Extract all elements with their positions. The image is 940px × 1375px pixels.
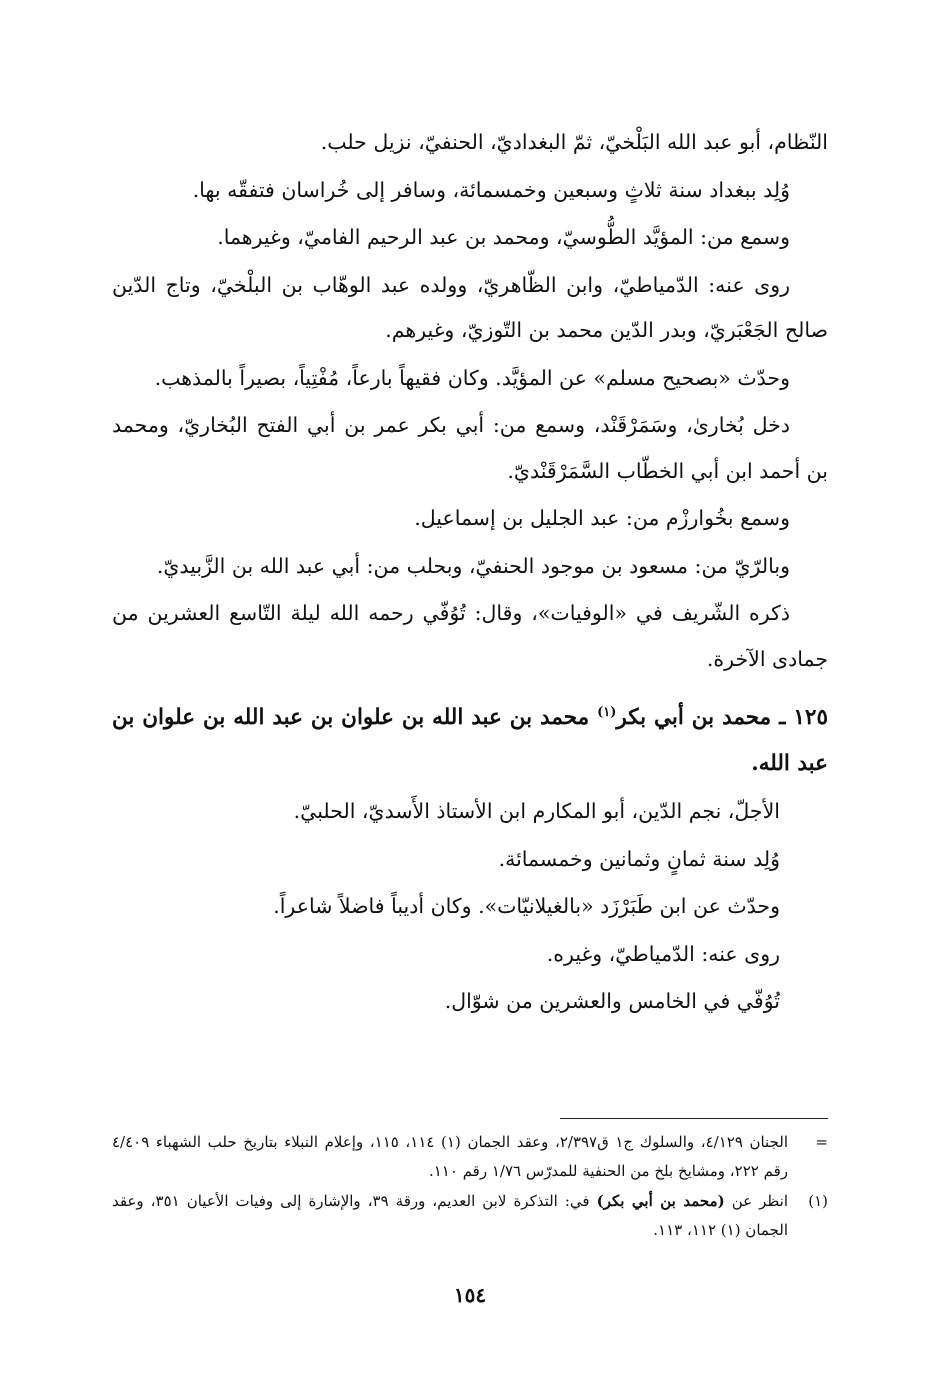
footnote-subject: (محمد بن أبي بكر): [596, 1192, 725, 1210]
entry-line: تُوُفّي في الخامس والعشرين من شوّال.: [444, 989, 780, 1014]
footnote-divider: [560, 1118, 828, 1119]
paragraph: وسمع بخُوارزْم من: عبد الجليل بن إسماعيل.: [414, 506, 790, 530]
page-number: ١٥٤: [453, 1283, 487, 1307]
entry-line: وُلِد سنة ثمانٍ وثمانين وخمسمائة.: [498, 846, 780, 871]
paragraph: وسمع من: المؤيَّد الطُّوسيّ، ومحمد بن عبد الرحيم الفاميّ، وغيرهما.: [217, 225, 790, 249]
entry-heading-title: ١٢٥ ـ محمد بن أبي بكر: [616, 705, 828, 731]
entry-heading: [112, 690, 828, 787]
entry-line: الأجلّ، نجم الدّين، أبو المكارم ابن الأستاذ الأَسديّ، الحلبيّ.: [293, 799, 780, 824]
paragraph: وُلِد ببغداد سنة ثلاثٍ وسبعين وخمسمائة، وسافر إلى خُراسان فتفقّه بها.: [192, 177, 790, 202]
footnote-mark: (١): [808, 1192, 828, 1210]
footnote-text: الجنان ٤/١٢٩، والسلوك ج١ ق٢/٣٩٧، وعقد الجمان (١) ١١٤، ١١٥، وإعلام النبلاء بتاريخ حلب الشهباء ٤/٤٠٩ رقم ٢٢٢، ومشايخ بلخ من الحنفية للمدرّس ١/٧٦ رقم ١١٠.: [112, 1133, 789, 1180]
paragraph: وبالرّيّ من: مسعود بن موجود الحنفيّ، وبحلب من: أبي عبد الله بن الزَّبيديّ.: [156, 553, 790, 578]
entry-line: وحدّث عن ابن طَبَرْزَد «بالغيلانيّات». وكان أديباً فاضلاً شاعراً.: [273, 894, 780, 919]
entry-heading-lineage: محمد بن عبد الله بن علوان بن عبد الله بن علوان بن عبد الله.: [112, 705, 828, 777]
footnote-1: [112, 1187, 828, 1245]
footnote-prefix: انظر عن: [724, 1192, 789, 1210]
paragraph: وحدّث «بصحيح مسلم» عن المؤيَّد. وكان فقيهاً بارعاً، مُفْتِياً، بصيراً بالمذهب.: [154, 365, 790, 390]
footnote-reference: (١): [597, 705, 617, 720]
entry-line: روى عنه: الدّمياطيّ، وغيره.: [546, 941, 780, 966]
footnote-continued: [112, 1128, 828, 1186]
footnote-text: [112, 1187, 788, 1245]
main-text: [112, 120, 828, 1027]
paragraph: دخل بُخارىٰ، وسَمَرْقَنْد، وسمع من: أبي بكر عمر بن أبي الفتح البُخاريّ، ومحمد بن أحمد ابن أبي الخطّاب السَّمَرْقَنْديّ.: [112, 413, 828, 483]
paragraph: ذكره الشّريف في «الوفيات»، وقال: تُوُفّي رحمه الله ليلة التّاسع العشرين من جمادى الآخرة.: [112, 601, 828, 671]
footnote-sources: في: التذكرة لابن العديم، ورقة ٣٩، والإشارة إلى وفيات الأعيان ٣٥١، وعقد الجمان (١) ١١٢، ١١٣.: [112, 1192, 788, 1239]
paragraph: النّظام، أبو عبد الله البَلْخيّ، ثمّ البغداديّ، الحنفيّ، نزيل حلب.: [320, 130, 828, 154]
footnotes: [112, 1128, 828, 1246]
paragraph: روى عنه: الدّمياطيّ، وابن الظّاهريّ، وولده عبد الوهّاب بن البلْخيّ، وتاج الدّين صالح الجَعْبَريّ، وبدر الدّين محمد بن التّوزيّ، وغيرهم.: [112, 272, 828, 342]
footnote-mark: =: [815, 1133, 828, 1151]
